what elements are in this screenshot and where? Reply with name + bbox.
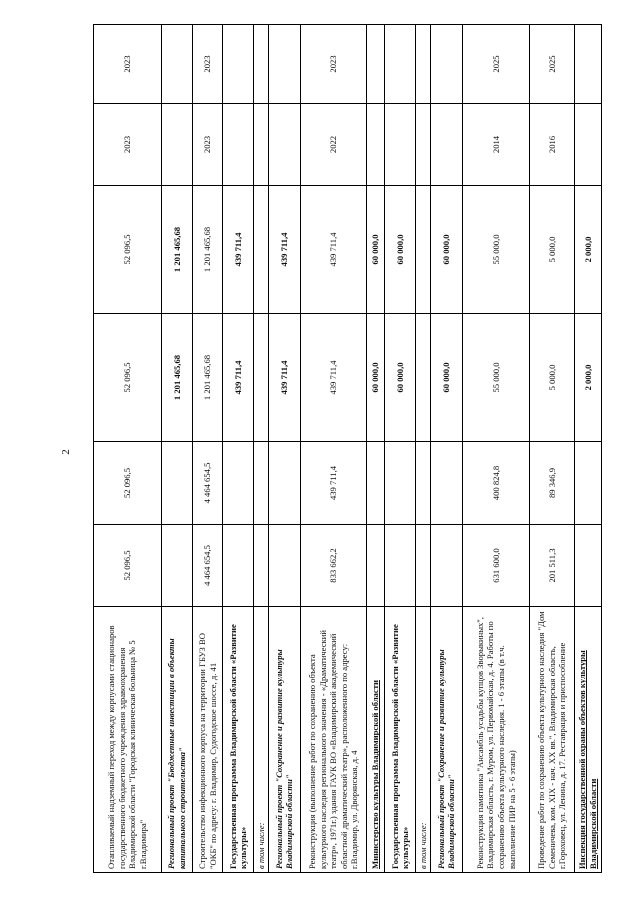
cell-c2 — [254, 442, 269, 525]
cell-c1 — [367, 525, 385, 607]
cell-c2 — [223, 442, 254, 525]
table-row — [367, 25, 385, 873]
cell-c6: 2023 — [193, 25, 223, 104]
cell-c6 — [269, 25, 300, 104]
cell-c2 — [431, 442, 462, 525]
cell-c6 — [161, 25, 192, 104]
cell-c4: 55 000,0 — [462, 186, 530, 314]
cell-c1 — [416, 525, 431, 607]
cell-c1: 833 662,2 — [300, 525, 367, 607]
row-name: Государственная программа Владимирской области «Развитие культуры» — [223, 607, 254, 873]
cell-c6: 2023 — [300, 25, 367, 104]
rotated-page — [93, 25, 602, 873]
cell-c1: 52 096,5 — [94, 525, 162, 607]
row-name: Строительство инфекционного корпуса на территории ГБУЗ ВО "ОКБ" по адресу: г. Владимир, Судогодское шоссе, д. 41 — [193, 607, 223, 873]
cell-c2 — [416, 442, 431, 525]
row-name: Инспекция государственной охраны объектов культуры Владимирской области — [574, 607, 601, 873]
cell-c1: 201 511,3 — [530, 525, 575, 607]
cell-c6 — [367, 25, 385, 104]
cell-c1 — [254, 525, 269, 607]
row-name: в том числе: — [416, 607, 431, 873]
cell-c5 — [416, 104, 431, 186]
cell-c6 — [223, 25, 254, 104]
cell-c2: 439 711,4 — [300, 442, 367, 525]
cell-c2: 4 464 654,5 — [193, 442, 223, 525]
table-row — [94, 25, 162, 873]
cell-c3: 439 711,4 — [223, 314, 254, 442]
cell-c1 — [385, 525, 416, 607]
cell-c1: 4 464 654,5 — [193, 525, 223, 607]
cell-c3: 439 711,4 — [300, 314, 367, 442]
cell-c3: 1 201 465,68 — [193, 314, 223, 442]
cell-c3 — [416, 314, 431, 442]
cell-c1: 631 600,0 — [462, 525, 530, 607]
row-name: Отапливаемый надземный переход между корпусами стационаров государственного бюджетного учреждения здравоохранения Владимирской области "Городская клиническая больница № 5 г.Владимира" — [94, 607, 162, 873]
cell-c5 — [254, 104, 269, 186]
cell-c5 — [367, 104, 385, 186]
cell-c4: 1 201 465,68 — [161, 186, 192, 314]
cell-c6 — [385, 25, 416, 104]
cell-c4 — [254, 186, 269, 314]
cell-c5: 2023 — [94, 104, 162, 186]
cell-c6: 2023 — [94, 25, 162, 104]
cell-c5 — [161, 104, 192, 186]
cell-c1 — [161, 525, 192, 607]
cell-c1 — [223, 525, 254, 607]
investment-table — [93, 24, 602, 873]
cell-c4: 439 711,4 — [223, 186, 254, 314]
cell-c4 — [416, 186, 431, 314]
cell-c2 — [385, 442, 416, 525]
cell-c6: 2025 — [462, 25, 530, 104]
cell-c5: 2016 — [530, 104, 575, 186]
page-number: 2 — [60, 449, 72, 455]
cell-c5: 2022 — [300, 104, 367, 186]
cell-c5: 2023 — [193, 104, 223, 186]
row-name: Региональный проект "Сохранение и развитие культуры Владимирской области" — [431, 607, 462, 873]
cell-c3: 60 000,0 — [385, 314, 416, 442]
table-row — [193, 25, 223, 873]
cell-c5 — [431, 104, 462, 186]
cell-c5 — [223, 104, 254, 186]
cell-c4: 60 000,0 — [367, 186, 385, 314]
row-name: в том числе: — [254, 607, 269, 873]
cell-c1 — [574, 525, 601, 607]
cell-c3: 2 000,0 — [574, 314, 601, 442]
cell-c2 — [161, 442, 192, 525]
cell-c4: 52 096,5 — [94, 186, 162, 314]
table-row — [269, 25, 300, 873]
cell-c5 — [574, 104, 601, 186]
table-row — [574, 25, 601, 873]
cell-c2: 400 824,8 — [462, 442, 530, 525]
row-name: Проведение работ по сохранению объекта культурного наследия "Дом Семеничева, ком. XIX - нач. XX вв.", Владимирская область, г.Гороховец, ул. Ленина, д. 17. Реставрация и приспособление — [530, 607, 575, 873]
table-row — [416, 25, 431, 873]
cell-c1 — [269, 525, 300, 607]
cell-c6 — [416, 25, 431, 104]
row-name: Региональный проект "Сохранение и развитие культуры Владимирской области" — [269, 607, 300, 873]
cell-c3: 52 096,5 — [94, 314, 162, 442]
cell-c1 — [431, 525, 462, 607]
cell-c2 — [574, 442, 601, 525]
table-row — [431, 25, 462, 873]
cell-c2 — [367, 442, 385, 525]
cell-c6 — [254, 25, 269, 104]
cell-c6 — [431, 25, 462, 104]
cell-c3: 1 201 465,68 — [161, 314, 192, 442]
cell-c4: 60 000,0 — [431, 186, 462, 314]
table-row — [161, 25, 192, 873]
cell-c4: 5 000,0 — [530, 186, 575, 314]
cell-c4: 1 201 465,68 — [193, 186, 223, 314]
row-name: Реконструкция памятника "Ансамбль усадьбы купцов Зворыкиных", Владимирская область, г. Муром, ул. Первомайская, д. 4. Работы по сохранению объекта культурного наследия. 1 - 6 этапы (в т.ч. выполнение ПИР на 5 - 6 этапы) — [462, 607, 530, 873]
row-name: Государственная программа Владимирской области «Развитие культуры» — [385, 607, 416, 873]
cell-c4: 439 711,4 — [269, 186, 300, 314]
cell-c3: 60 000,0 — [431, 314, 462, 442]
cell-c3 — [254, 314, 269, 442]
cell-c3: 439 711,4 — [269, 314, 300, 442]
cell-c5: 2014 — [462, 104, 530, 186]
table-row — [300, 25, 367, 873]
cell-c5 — [269, 104, 300, 186]
cell-c4: 439 711,4 — [300, 186, 367, 314]
cell-c3: 5 000,0 — [530, 314, 575, 442]
cell-c4: 60 000,0 — [385, 186, 416, 314]
cell-c2 — [269, 442, 300, 525]
table-row — [385, 25, 416, 873]
cell-c4: 2 000,0 — [574, 186, 601, 314]
row-name: Реконструкция (выполнение работ по сохранению объекта культурного наследия регионального значения - «Драматический театр», 1971г.) здания ГАУК ВО «Владимирский академический областной драматический театр», расположенного по адресу: г.Владимир, ул. Дворянская, д. 4 — [300, 607, 367, 873]
cell-c6: 2025 — [530, 25, 575, 104]
cell-c3: 55 000,0 — [462, 314, 530, 442]
row-name: Министерство культуры Владимирской области — [367, 607, 385, 873]
table-row — [223, 25, 254, 873]
table-row — [462, 25, 530, 873]
cell-c3: 60 000,0 — [367, 314, 385, 442]
cell-c2: 89 346,9 — [530, 442, 575, 525]
row-name: Региональный проект "Бюджетные инвестиции в объекты капитального строительства" — [161, 607, 192, 873]
cell-c5 — [385, 104, 416, 186]
table-row — [530, 25, 575, 873]
cell-c6 — [574, 25, 601, 104]
table-row — [254, 25, 269, 873]
cell-c2: 52 096,5 — [94, 442, 162, 525]
